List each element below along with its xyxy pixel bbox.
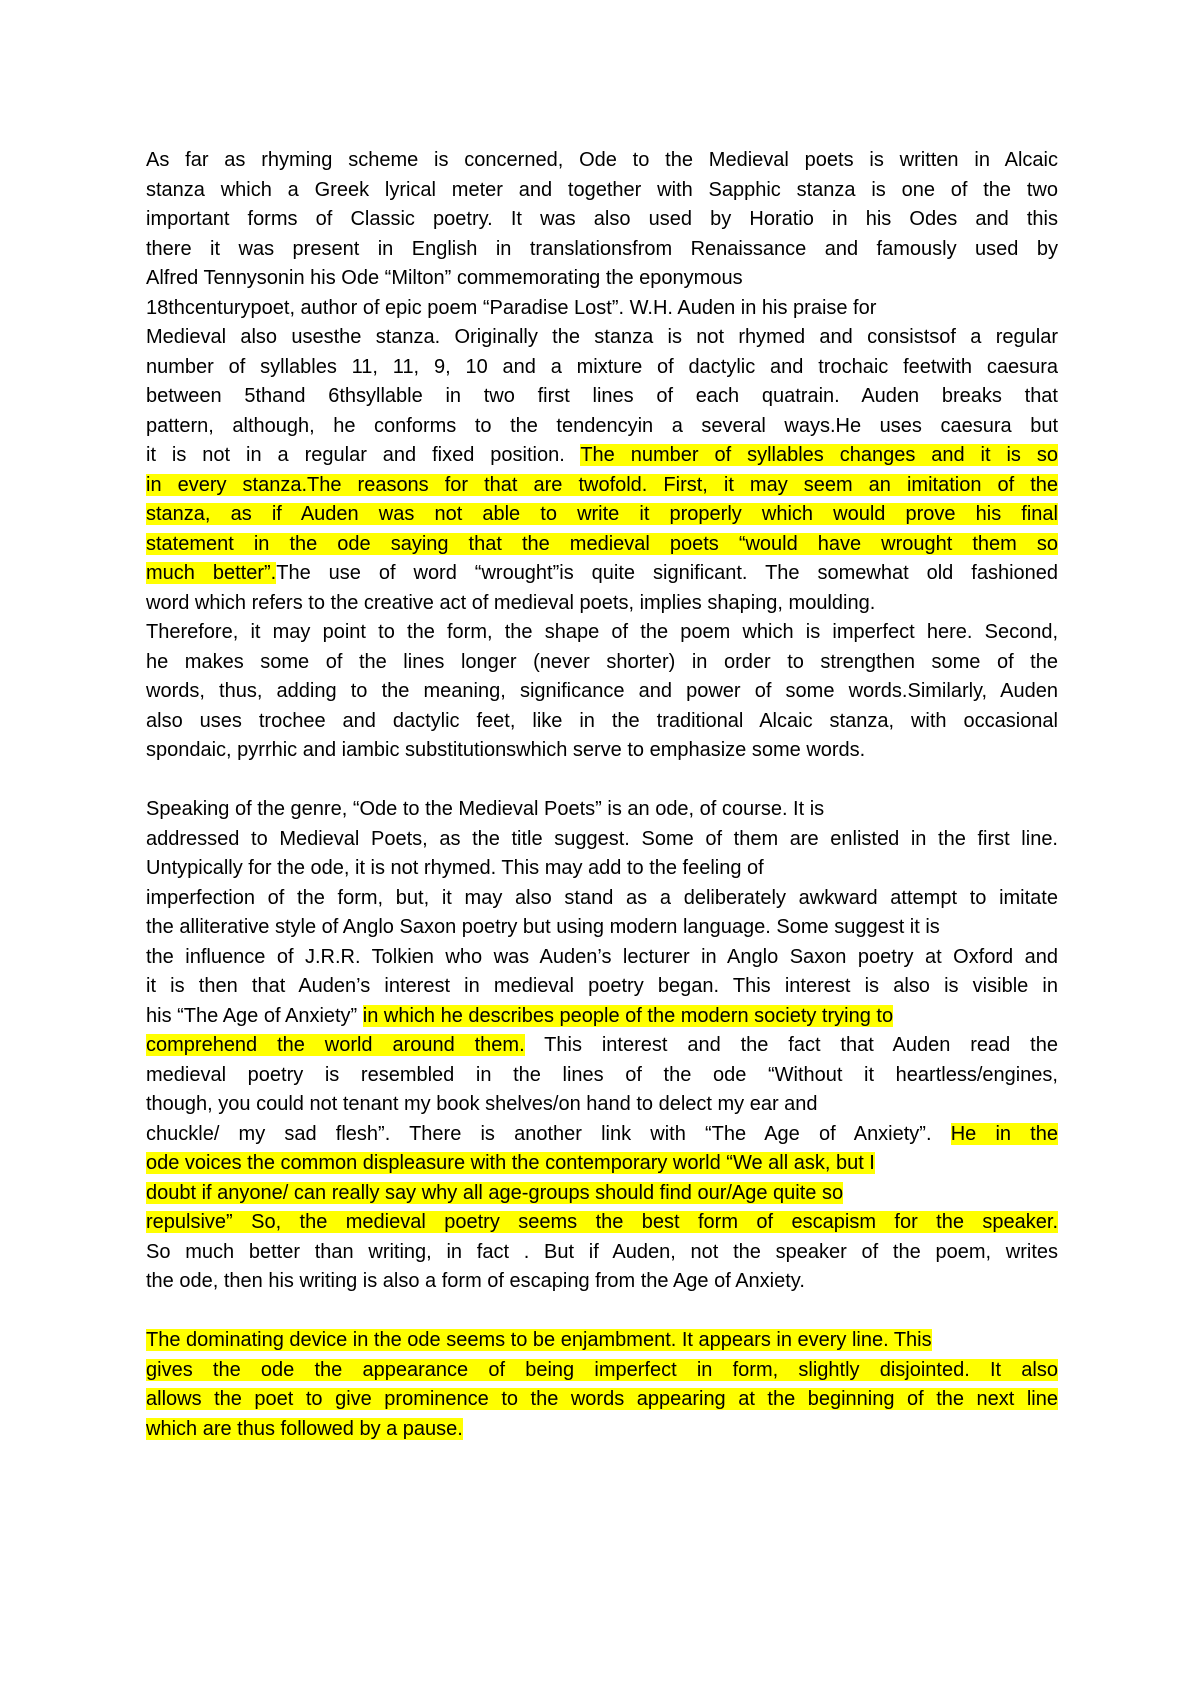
text-run: pattern, although, he conforms to the tendencyin a several ways.He uses caesura but xyxy=(146,414,1058,437)
highlighted-text: The dominating device in the ode seems to be enjambment. It appears in every line. This xyxy=(146,1329,932,1351)
text-run: he makes some of the lines longer (never shorter) in order to strengthen some of the xyxy=(146,650,1058,673)
text-line xyxy=(146,677,1058,707)
text-line xyxy=(146,412,1058,442)
text-run: 18thcenturypoet, author of epic poem “Paradise Lost”. W.H. Auden in his praise for xyxy=(146,296,877,319)
text-line xyxy=(146,382,1058,412)
text-run: Speaking of the genre, “Ode to the Medieval Poets” is an ode, of course. It is xyxy=(146,798,825,820)
text-line xyxy=(146,264,1058,294)
text-line xyxy=(146,1149,1058,1179)
text-run: it is not in a regular and fixed position. xyxy=(146,444,581,466)
text-run: Untypically for the ode, it is not rhymed. This may add to the feeling of xyxy=(146,857,764,879)
text-line xyxy=(146,589,1058,619)
text-line xyxy=(146,943,1058,973)
text-run: This interest and the fact that Auden read the xyxy=(524,1034,1058,1056)
text-run: The use of word “wrought”is quite significant. The somewhat old fashioned xyxy=(276,562,1059,584)
highlighted-text: comprehend the world around them. xyxy=(146,1034,525,1056)
text-line xyxy=(146,441,1058,471)
text-line xyxy=(146,1090,1058,1120)
text-line xyxy=(146,1415,1058,1445)
highlighted-text: The number of syllables changes and it is so xyxy=(580,444,1058,466)
paragraph-gap xyxy=(146,766,1058,796)
text-run: though, you could not tenant my book shelves/on hand to delect my ear and xyxy=(146,1093,818,1115)
text-run: chuckle/ my sad flesh”. There is another link with “The Age of Anxiety”. xyxy=(146,1122,951,1145)
highlighted-text: ode voices the common displeasure with the contemporary world “We all ask, but I xyxy=(146,1152,875,1174)
highlighted-text: in every stanza.The reasons for that are twofold. First, it may seem an imitation of the xyxy=(146,473,1058,496)
paragraph xyxy=(146,1326,1058,1444)
text-line xyxy=(146,1061,1058,1091)
text-line xyxy=(146,1031,1058,1061)
document-page xyxy=(146,146,1058,1444)
highlighted-text: repulsive” So, the medieval poetry seems the best form of escapism for the speaker. xyxy=(146,1211,1058,1233)
text-line xyxy=(146,1356,1058,1386)
text-line xyxy=(146,913,1058,943)
text-run: So much better than writing, in fact . But if Auden, not the speaker of the poem, writes xyxy=(146,1240,1058,1263)
text-line xyxy=(146,146,1058,176)
text-line xyxy=(146,205,1058,235)
highlighted-text: He in the xyxy=(950,1122,1058,1145)
text-line xyxy=(146,1120,1058,1150)
text-run: there it was present in English in translationsfrom Renaissance and famously used by xyxy=(146,237,1058,260)
highlighted-text: allows the poet to give prominence to the words appearing at the beginning of the next line xyxy=(146,1388,1058,1410)
highlighted-text: gives the ode the appearance of being imperfect in form, slightly disjointed. It also xyxy=(146,1358,1058,1381)
text-run: As far as rhyming scheme is concerned, Ode to the Medieval poets is written in Alcaic xyxy=(146,149,1058,171)
text-line xyxy=(146,825,1058,855)
text-run: Medieval also usesthe stanza. Originally the stanza is not rhymed and consistsof a regular xyxy=(146,326,1058,348)
text-run: the alliterative style of Anglo Saxon poetry but using modern language. Some suggest it is xyxy=(146,916,940,938)
text-run: word which refers to the creative act of medieval poets, implies shaping, moulding. xyxy=(146,591,876,614)
text-run: addressed to Medieval Poets, as the title suggest. Some of them are enlisted in the first line. xyxy=(146,827,1058,850)
text-line xyxy=(146,648,1058,678)
paragraph xyxy=(146,146,1058,766)
text-line xyxy=(146,1179,1058,1209)
highlighted-text: statement in the ode saying that the medieval poets “would have wrought them so xyxy=(146,532,1058,555)
text-run: Therefore, it may point to the form, the shape of the poem which is imperfect here. Second, xyxy=(146,621,1058,643)
text-line xyxy=(146,471,1058,501)
text-line xyxy=(146,884,1058,914)
text-line xyxy=(146,1385,1058,1415)
text-run: imperfection of the form, but, it may also stand as a deliberately awkward attempt to imitate xyxy=(146,886,1058,909)
text-line xyxy=(146,707,1058,737)
text-run: number of syllables 11, 11, 9, 10 and a mixture of dactylic and trochaic feetwith caesura xyxy=(146,355,1058,378)
text-run: medieval poetry is resembled in the lines of the ode “Without it heartless/engines, xyxy=(146,1063,1058,1086)
text-line xyxy=(146,972,1058,1002)
text-line xyxy=(146,1326,1058,1356)
text-line xyxy=(146,176,1058,206)
text-run: it is then that Auden’s interest in medieval poetry began. This interest is also is visible in xyxy=(146,975,1058,997)
text-line xyxy=(146,1002,1058,1032)
highlighted-text: stanza, as if Auden was not able to write it properly which would prove his final xyxy=(146,503,1058,525)
text-run: Alfred Tennysonin his Ode “Milton” commemorating the eponymous xyxy=(146,267,743,289)
text-run: his “The Age of Anxiety” xyxy=(146,1004,363,1027)
highlighted-text: much better”. xyxy=(146,562,277,584)
highlighted-text: which are thus followed by a pause. xyxy=(146,1417,463,1440)
text-run: also uses trochee and dactylic feet, like in the traditional Alcaic stanza, with occasional xyxy=(146,709,1058,732)
text-line xyxy=(146,530,1058,560)
highlighted-text: in which he describes people of the modern society trying to xyxy=(362,1004,894,1027)
text-line xyxy=(146,854,1058,884)
text-line xyxy=(146,235,1058,265)
highlighted-text: doubt if anyone/ can really say why all age-groups should find our/Age quite so xyxy=(146,1181,844,1204)
text-line xyxy=(146,1238,1058,1268)
text-run: between 5thand 6thsyllable in two first lines of each quatrain. Auden breaks that xyxy=(146,385,1058,407)
text-line xyxy=(146,500,1058,530)
text-line xyxy=(146,736,1058,766)
text-line xyxy=(146,294,1058,324)
text-line xyxy=(146,559,1058,589)
text-line xyxy=(146,1208,1058,1238)
text-line xyxy=(146,1267,1058,1297)
text-line xyxy=(146,353,1058,383)
text-run: important forms of Classic poetry. It was also used by Horatio in his Odes and this xyxy=(146,208,1058,230)
text-run: the ode, then his writing is also a form of escaping from the Age of Anxiety. xyxy=(146,1270,805,1292)
text-run: the influence of J.R.R. Tolkien who was Auden’s lecturer in Anglo Saxon poetry at Oxford and xyxy=(146,945,1058,968)
paragraph xyxy=(146,795,1058,1297)
text-run: stanza which a Greek lyrical meter and together with Sapphic stanza is one of the two xyxy=(146,178,1058,201)
text-line xyxy=(146,795,1058,825)
text-line xyxy=(146,618,1058,648)
text-run: words, thus, adding to the meaning, significance and power of some words.Similarly, Auden xyxy=(146,680,1058,702)
text-run: spondaic, pyrrhic and iambic substitutionswhich serve to emphasize some words. xyxy=(146,739,866,761)
paragraph-gap xyxy=(146,1297,1058,1327)
text-line xyxy=(146,323,1058,353)
document-body xyxy=(146,146,1058,1444)
